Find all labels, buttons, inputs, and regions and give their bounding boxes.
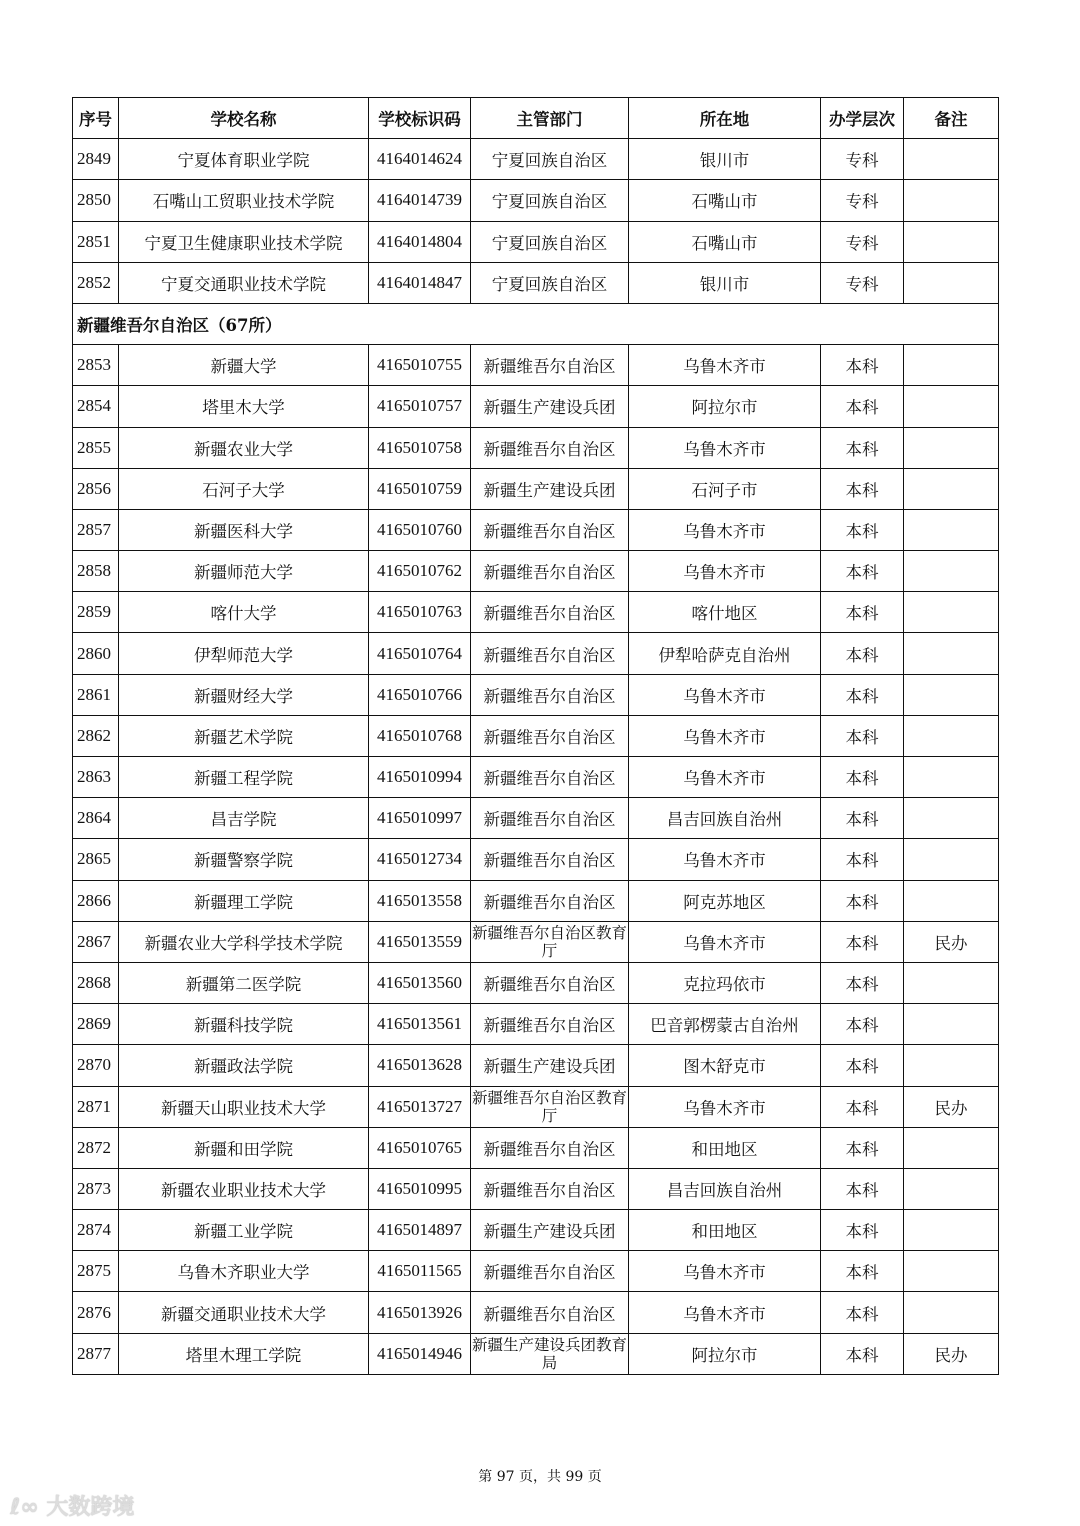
cell-level: 本科 <box>821 468 904 509</box>
cell-remark <box>904 674 999 715</box>
cell-school-code: 4165012734 <box>369 839 471 880</box>
table-row <box>73 1251 999 1292</box>
cell-location: 昌吉回族自治州 <box>629 798 821 839</box>
cell-index: 2852 <box>73 262 119 303</box>
cell-level: 本科 <box>821 1210 904 1251</box>
cell-level: 本科 <box>821 427 904 468</box>
cell-location: 喀什地区 <box>629 592 821 633</box>
page-number: 第 97 页，共 99 页 <box>478 1469 602 1485</box>
cell-school-code: 4165010758 <box>369 427 471 468</box>
cell-school-name: 新疆科技学院 <box>119 1004 369 1045</box>
cell-level: 本科 <box>821 757 904 798</box>
cell-remark <box>904 551 999 592</box>
cell-index: 2856 <box>73 468 119 509</box>
cell-remark <box>904 798 999 839</box>
cell-school-name: 塔里木理工学院 <box>119 1333 369 1374</box>
table-row <box>73 839 999 880</box>
cell-location: 乌鲁木齐市 <box>629 1251 821 1292</box>
cell-remark <box>904 839 999 880</box>
cell-location: 乌鲁木齐市 <box>629 674 821 715</box>
cell-school-name: 新疆师范大学 <box>119 551 369 592</box>
cell-location: 乌鲁木齐市 <box>629 1292 821 1333</box>
cell-school-code: 4165010764 <box>369 633 471 674</box>
header-remark: 备注 <box>904 98 999 139</box>
cell-school-name: 宁夏交通职业技术学院 <box>119 262 369 303</box>
cell-index: 2861 <box>73 674 119 715</box>
cell-level: 本科 <box>821 1127 904 1168</box>
cell-index: 2850 <box>73 180 119 221</box>
cell-level: 本科 <box>821 592 904 633</box>
cell-school-name: 新疆天山职业技术大学 <box>119 1086 369 1127</box>
cell-school-code: 4164014739 <box>369 180 471 221</box>
cell-school-name: 新疆农业大学 <box>119 427 369 468</box>
cell-department: 新疆维吾尔自治区 <box>471 551 629 592</box>
cell-department: 新疆维吾尔自治区 <box>471 880 629 921</box>
cell-index: 2873 <box>73 1168 119 1209</box>
cell-location: 乌鲁木齐市 <box>629 551 821 592</box>
cell-level: 本科 <box>821 715 904 756</box>
cell-school-name: 新疆艺术学院 <box>119 715 369 756</box>
cell-location: 乌鲁木齐市 <box>629 715 821 756</box>
cell-level: 本科 <box>821 1292 904 1333</box>
cell-remark <box>904 221 999 262</box>
table-row <box>73 345 999 386</box>
cell-index: 2868 <box>73 962 119 1003</box>
cell-location: 乌鲁木齐市 <box>629 921 821 962</box>
cell-index: 2864 <box>73 798 119 839</box>
cell-remark <box>904 427 999 468</box>
cell-school-code: 4165013560 <box>369 962 471 1003</box>
cell-location: 乌鲁木齐市 <box>629 345 821 386</box>
cell-level: 本科 <box>821 1333 904 1374</box>
cell-location: 银川市 <box>629 262 821 303</box>
cell-remark <box>904 1127 999 1168</box>
cell-department: 新疆维吾尔自治区 <box>471 962 629 1003</box>
cell-remark <box>904 715 999 756</box>
cell-school-name: 乌鲁木齐职业大学 <box>119 1251 369 1292</box>
cell-level: 本科 <box>821 1251 904 1292</box>
cell-remark <box>904 1045 999 1086</box>
cell-level: 本科 <box>821 1004 904 1045</box>
cell-school-code: 4165010759 <box>369 468 471 509</box>
cell-level: 本科 <box>821 1168 904 1209</box>
cell-department: 新疆生产建设兵团 <box>471 386 629 427</box>
cell-department: 宁夏回族自治区 <box>471 221 629 262</box>
cell-index: 2870 <box>73 1045 119 1086</box>
cell-department: 新疆维吾尔自治区 <box>471 1292 629 1333</box>
cell-school-name: 新疆第二医学院 <box>119 962 369 1003</box>
cell-remark <box>904 139 999 180</box>
cell-remark <box>904 1168 999 1209</box>
cell-remark: 民办 <box>904 921 999 962</box>
cell-department: 新疆生产建设兵团 <box>471 1045 629 1086</box>
cell-index: 2872 <box>73 1127 119 1168</box>
cell-school-name: 新疆和田学院 <box>119 1127 369 1168</box>
table-row <box>73 1004 999 1045</box>
cell-level: 本科 <box>821 921 904 962</box>
cell-location: 阿克苏地区 <box>629 880 821 921</box>
table-row <box>73 262 999 303</box>
cell-level: 专科 <box>821 221 904 262</box>
cell-remark <box>904 592 999 633</box>
table-row <box>73 715 999 756</box>
cell-index: 2871 <box>73 1086 119 1127</box>
cell-location: 乌鲁木齐市 <box>629 509 821 550</box>
cell-remark <box>904 757 999 798</box>
cell-school-code: 4165013559 <box>369 921 471 962</box>
cell-location: 乌鲁木齐市 <box>629 757 821 798</box>
cell-department: 新疆维吾尔自治区 <box>471 427 629 468</box>
table-row <box>73 757 999 798</box>
cell-department: 新疆维吾尔自治区 <box>471 674 629 715</box>
cell-department: 新疆维吾尔自治区教育厅 <box>471 921 629 962</box>
cell-school-code: 4165013727 <box>369 1086 471 1127</box>
table-row <box>73 509 999 550</box>
cell-school-name: 塔里木大学 <box>119 386 369 427</box>
cell-school-code: 4165013558 <box>369 880 471 921</box>
table-row <box>73 1333 999 1374</box>
cell-school-name: 新疆农业大学科学技术学院 <box>119 921 369 962</box>
cell-location: 乌鲁木齐市 <box>629 427 821 468</box>
cell-index: 2849 <box>73 139 119 180</box>
cell-index: 2860 <box>73 633 119 674</box>
cell-remark <box>904 468 999 509</box>
cell-level: 本科 <box>821 1086 904 1127</box>
cell-department: 新疆维吾尔自治区 <box>471 345 629 386</box>
cell-index: 2875 <box>73 1251 119 1292</box>
cell-remark <box>904 180 999 221</box>
cell-school-name: 新疆农业职业技术大学 <box>119 1168 369 1209</box>
cell-level: 本科 <box>821 674 904 715</box>
table-row <box>73 139 999 180</box>
cell-school-code: 4165010994 <box>369 757 471 798</box>
cell-index: 2858 <box>73 551 119 592</box>
cell-department: 新疆维吾尔自治区 <box>471 1168 629 1209</box>
cell-index: 2862 <box>73 715 119 756</box>
table-row <box>73 1127 999 1168</box>
cell-department: 新疆生产建设兵团 <box>471 1210 629 1251</box>
cell-school-name: 新疆交通职业技术大学 <box>119 1292 369 1333</box>
table-row <box>73 674 999 715</box>
table-row <box>73 1086 999 1127</box>
cell-school-name: 新疆政法学院 <box>119 1045 369 1086</box>
cell-location: 阿拉尔市 <box>629 1333 821 1374</box>
school-table <box>72 97 999 1375</box>
cell-index: 2855 <box>73 427 119 468</box>
cell-remark <box>904 1004 999 1045</box>
cell-location: 伊犁哈萨克自治州 <box>629 633 821 674</box>
header-location: 所在地 <box>629 98 821 139</box>
table-row <box>73 962 999 1003</box>
cell-index: 2851 <box>73 221 119 262</box>
cell-level: 专科 <box>821 180 904 221</box>
cell-remark <box>904 386 999 427</box>
cell-level: 本科 <box>821 633 904 674</box>
cell-location: 乌鲁木齐市 <box>629 1086 821 1127</box>
cell-remark <box>904 1251 999 1292</box>
table-header-row <box>73 98 999 139</box>
cell-index: 2876 <box>73 1292 119 1333</box>
cell-school-code: 4164014624 <box>369 139 471 180</box>
cell-location: 银川市 <box>629 139 821 180</box>
cell-remark <box>904 1292 999 1333</box>
cell-index: 2859 <box>73 592 119 633</box>
table-row <box>73 633 999 674</box>
cell-school-name: 新疆工业学院 <box>119 1210 369 1251</box>
cell-level: 本科 <box>821 839 904 880</box>
header-school-code: 学校标识码 <box>369 98 471 139</box>
cell-department: 新疆维吾尔自治区 <box>471 1004 629 1045</box>
cell-index: 2857 <box>73 509 119 550</box>
cell-school-code: 4165010766 <box>369 674 471 715</box>
cell-school-code: 4165010762 <box>369 551 471 592</box>
cell-school-name: 新疆理工学院 <box>119 880 369 921</box>
cell-level: 本科 <box>821 880 904 921</box>
cell-school-code: 4165010995 <box>369 1168 471 1209</box>
cell-level: 本科 <box>821 551 904 592</box>
cell-school-code: 4164014847 <box>369 262 471 303</box>
cell-school-name: 新疆医科大学 <box>119 509 369 550</box>
cell-level: 本科 <box>821 386 904 427</box>
header-school-name: 学校名称 <box>119 98 369 139</box>
cell-department: 新疆生产建设兵团 <box>471 468 629 509</box>
cell-index: 2854 <box>73 386 119 427</box>
cell-department: 新疆生产建设兵团教育局 <box>471 1333 629 1374</box>
table-row <box>73 427 999 468</box>
cell-department: 宁夏回族自治区 <box>471 139 629 180</box>
table-row <box>73 386 999 427</box>
cell-school-code: 4165010997 <box>369 798 471 839</box>
header-index: 序号 <box>73 98 119 139</box>
cell-index: 2874 <box>73 1210 119 1251</box>
cell-level: 本科 <box>821 962 904 1003</box>
cell-index: 2877 <box>73 1333 119 1374</box>
cell-department: 新疆维吾尔自治区 <box>471 757 629 798</box>
table-row <box>73 551 999 592</box>
cell-department: 新疆维吾尔自治区 <box>471 1251 629 1292</box>
cell-level: 专科 <box>821 262 904 303</box>
cell-school-name: 宁夏卫生健康职业技术学院 <box>119 221 369 262</box>
cell-school-code: 4164014804 <box>369 221 471 262</box>
cell-index: 2866 <box>73 880 119 921</box>
cell-department: 新疆维吾尔自治区 <box>471 839 629 880</box>
section-row <box>73 303 999 344</box>
cell-level: 本科 <box>821 509 904 550</box>
cell-school-name: 昌吉学院 <box>119 798 369 839</box>
cell-department: 新疆维吾尔自治区 <box>471 715 629 756</box>
table-row <box>73 180 999 221</box>
cell-department: 新疆维吾尔自治区 <box>471 592 629 633</box>
table-row <box>73 468 999 509</box>
cell-location: 石河子市 <box>629 468 821 509</box>
cell-index: 2853 <box>73 345 119 386</box>
cell-remark <box>904 1210 999 1251</box>
section-title: 新疆维吾尔自治区（67所） <box>73 303 999 344</box>
cell-school-name: 新疆财经大学 <box>119 674 369 715</box>
cell-level: 本科 <box>821 798 904 839</box>
table-row <box>73 880 999 921</box>
cell-school-name: 喀什大学 <box>119 592 369 633</box>
cell-school-code: 4165010768 <box>369 715 471 756</box>
cell-remark <box>904 262 999 303</box>
cell-school-code: 4165013561 <box>369 1004 471 1045</box>
cell-location: 乌鲁木齐市 <box>629 839 821 880</box>
page-footer <box>0 1466 1080 1486</box>
cell-school-name: 伊犁师范大学 <box>119 633 369 674</box>
cell-location: 图木舒克市 <box>629 1045 821 1086</box>
cell-school-code: 4165013628 <box>369 1045 471 1086</box>
cell-school-code: 4165011565 <box>369 1251 471 1292</box>
cell-location: 和田地区 <box>629 1127 821 1168</box>
cell-level: 本科 <box>821 1045 904 1086</box>
table-row <box>73 1210 999 1251</box>
cell-school-code: 4165010763 <box>369 592 471 633</box>
cell-school-code: 4165014946 <box>369 1333 471 1374</box>
cell-remark <box>904 880 999 921</box>
header-level: 办学层次 <box>821 98 904 139</box>
cell-remark <box>904 962 999 1003</box>
watermark-logo: ℓ∞ 大数跨境 <box>10 1495 135 1520</box>
cell-index: 2865 <box>73 839 119 880</box>
cell-school-code: 4165010765 <box>369 1127 471 1168</box>
cell-location: 昌吉回族自治州 <box>629 1168 821 1209</box>
table-row <box>73 1045 999 1086</box>
cell-index: 2863 <box>73 757 119 798</box>
cell-index: 2867 <box>73 921 119 962</box>
cell-location: 巴音郭楞蒙古自治州 <box>629 1004 821 1045</box>
table-row <box>73 798 999 839</box>
cell-school-code: 4165014897 <box>369 1210 471 1251</box>
cell-remark: 民办 <box>904 1086 999 1127</box>
cell-level: 本科 <box>821 345 904 386</box>
table-row <box>73 921 999 962</box>
cell-remark <box>904 633 999 674</box>
cell-index: 2869 <box>73 1004 119 1045</box>
cell-remark: 民办 <box>904 1333 999 1374</box>
cell-school-code: 4165013926 <box>369 1292 471 1333</box>
cell-school-name: 新疆工程学院 <box>119 757 369 798</box>
table-row <box>73 221 999 262</box>
cell-location: 阿拉尔市 <box>629 386 821 427</box>
cell-location: 克拉玛依市 <box>629 962 821 1003</box>
cell-remark <box>904 345 999 386</box>
cell-location: 石嘴山市 <box>629 221 821 262</box>
cell-school-name: 石嘴山工贸职业技术学院 <box>119 180 369 221</box>
cell-school-name: 宁夏体育职业学院 <box>119 139 369 180</box>
cell-school-name: 石河子大学 <box>119 468 369 509</box>
cell-department: 新疆维吾尔自治区 <box>471 633 629 674</box>
cell-department: 新疆维吾尔自治区教育厅 <box>471 1086 629 1127</box>
header-department: 主管部门 <box>471 98 629 139</box>
cell-school-code: 4165010755 <box>369 345 471 386</box>
table-row <box>73 1292 999 1333</box>
cell-remark <box>904 509 999 550</box>
cell-level: 专科 <box>821 139 904 180</box>
cell-location: 石嘴山市 <box>629 180 821 221</box>
table-row <box>73 1168 999 1209</box>
cell-school-code: 4165010760 <box>369 509 471 550</box>
cell-location: 和田地区 <box>629 1210 821 1251</box>
table-row <box>73 592 999 633</box>
cell-department: 新疆维吾尔自治区 <box>471 509 629 550</box>
cell-department: 宁夏回族自治区 <box>471 262 629 303</box>
cell-school-name: 新疆警察学院 <box>119 839 369 880</box>
cell-department: 新疆维吾尔自治区 <box>471 1127 629 1168</box>
cell-department: 宁夏回族自治区 <box>471 180 629 221</box>
watermark-text: 大数跨境 <box>46 1495 135 1520</box>
cell-school-code: 4165010757 <box>369 386 471 427</box>
cell-school-name: 新疆大学 <box>119 345 369 386</box>
cell-department: 新疆维吾尔自治区 <box>471 798 629 839</box>
